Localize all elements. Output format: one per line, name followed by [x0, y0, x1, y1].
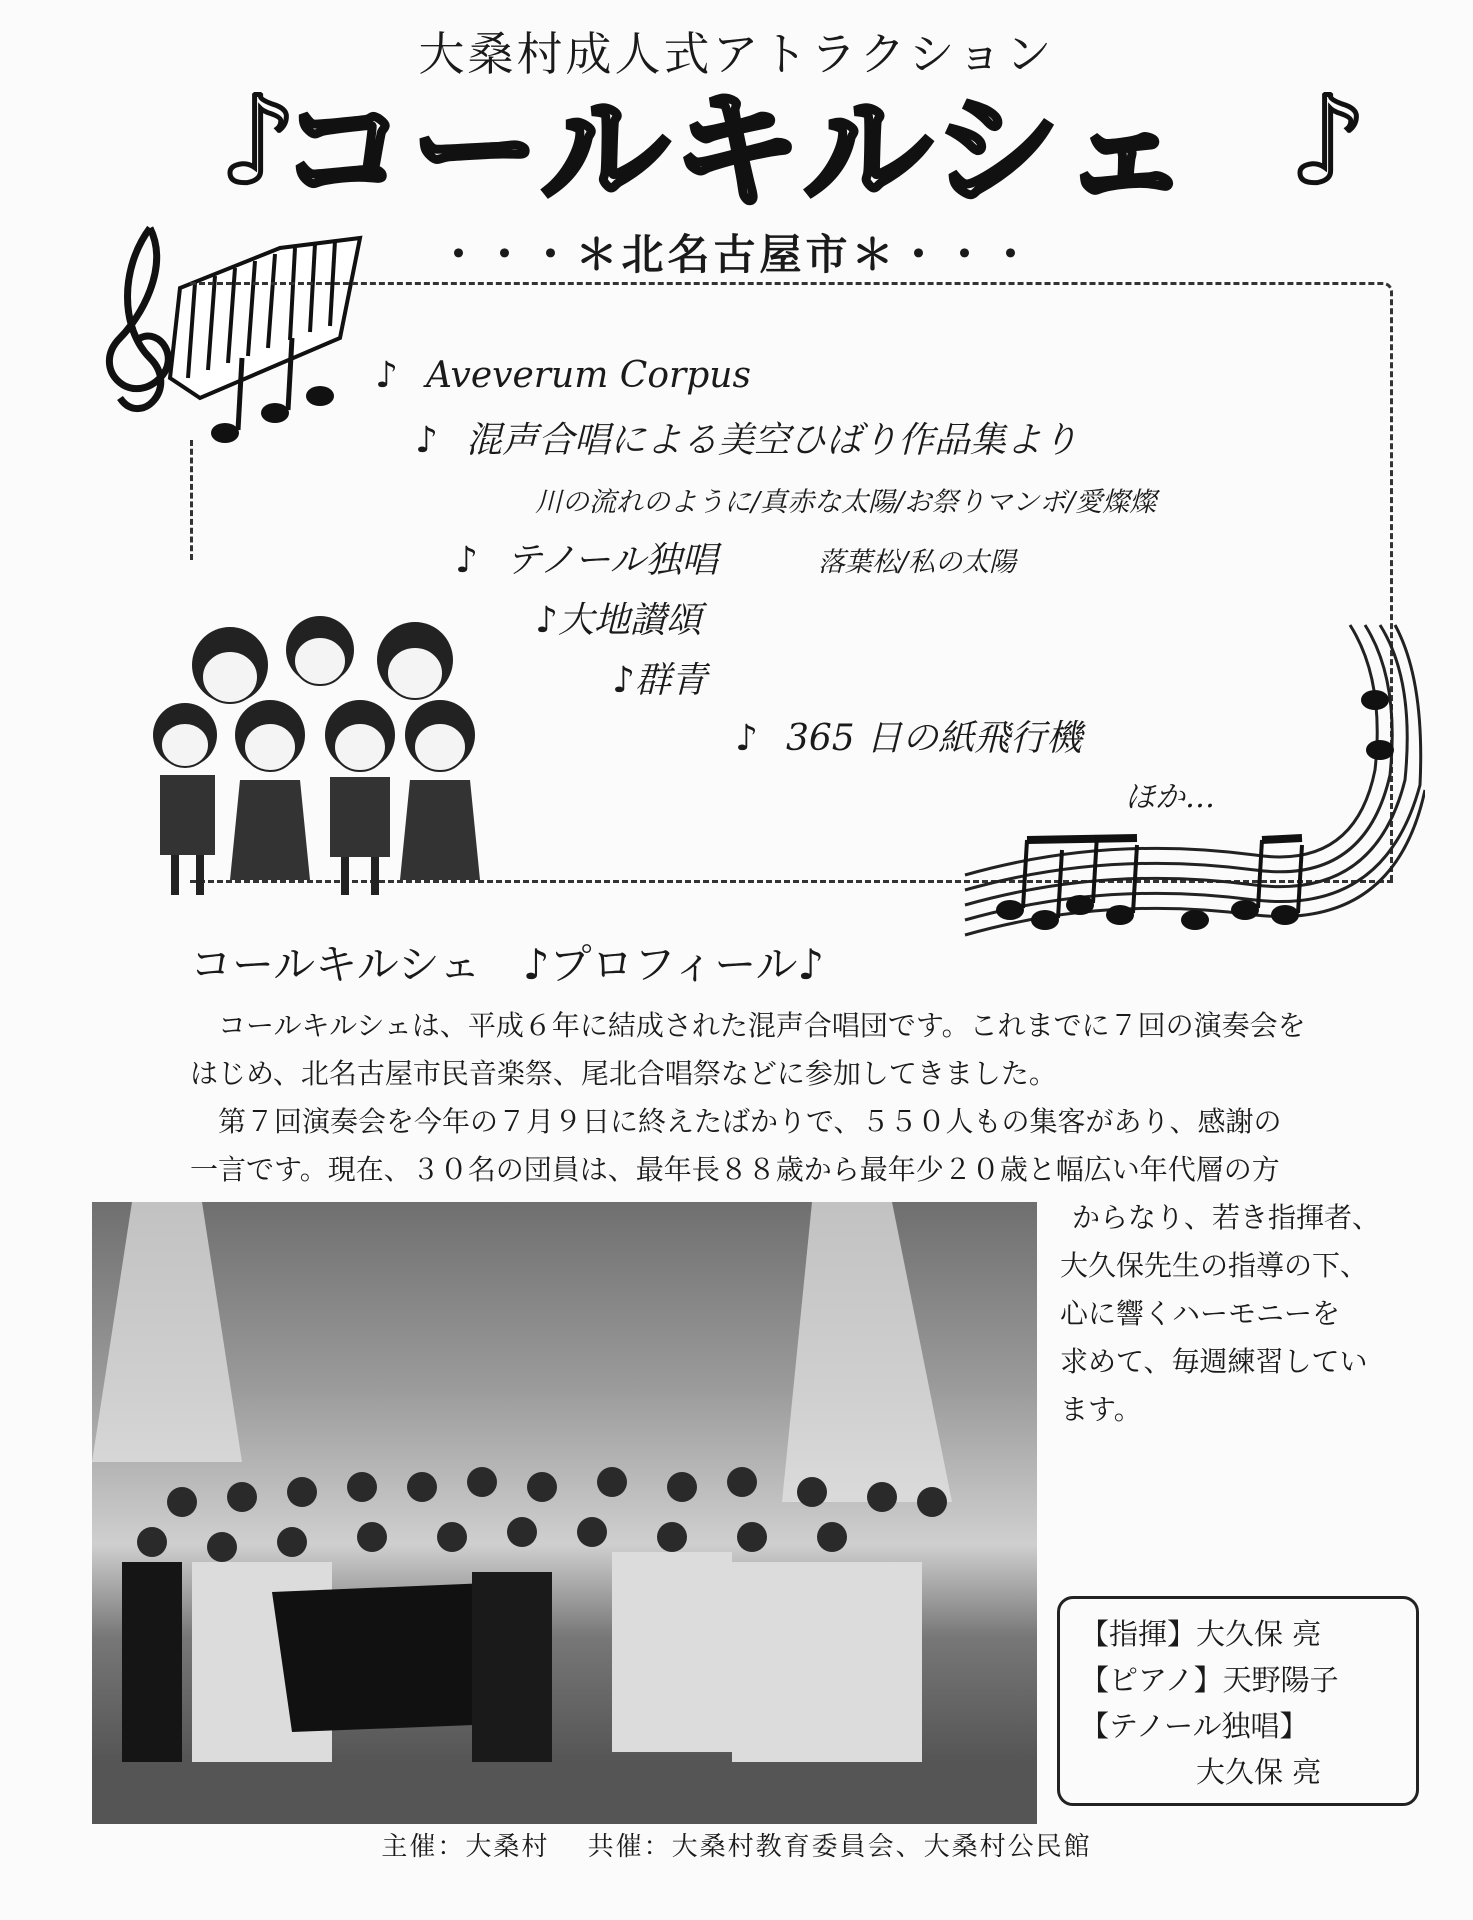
event-subtitle: 大桑村成人式アトラクション — [418, 27, 1055, 81]
music-note-icon: ♪ — [220, 72, 297, 211]
choir-illustration — [140, 585, 500, 905]
program-item-etc: ほか… — [1125, 780, 1215, 815]
program-item-detail: 落葉松/私の太陽 — [818, 547, 1017, 578]
music-note-icon: ♪ — [735, 718, 758, 759]
music-note-icon: ♪ — [455, 540, 478, 581]
choir-photo — [92, 1202, 1037, 1824]
profile-text-line: コールキルシェは、平成６年に結成された混声合唱団です。これまでに７回の演奏会を — [190, 1009, 1306, 1042]
credit-line: 【テノール独唱】 — [1080, 1709, 1309, 1743]
music-note-icon: ♪ — [415, 420, 438, 461]
credit-line: 【ピアノ】天野陽子 — [1080, 1663, 1339, 1697]
profile-text-line: 大久保先生の指導の下、 — [1060, 1249, 1369, 1282]
credit-line: 大久保 亮 — [1080, 1755, 1322, 1789]
program-item: ♪群青 — [612, 660, 707, 701]
profile-text-line: 第７回演奏会を今年の７月９日に終えたばかりで、５５０人もの集客があり、感謝の — [190, 1105, 1282, 1138]
credit-line: 【指揮】大久保 亮 — [1080, 1617, 1322, 1651]
profile-text-line: 求めて、毎週練習してい — [1060, 1345, 1368, 1378]
music-staff-illustration — [955, 620, 1425, 980]
footer-organizers: 主催：大桑村 共催：大桑村教育委員会、大桑村公民館 — [381, 1832, 1092, 1862]
program-box-left-border — [190, 440, 193, 560]
program-item: ♪ 混声合唱による美空ひばり作品集より — [415, 420, 1078, 461]
profile-heading: コールキルシェ ♪プロフィール♪ — [190, 940, 825, 989]
music-note-icon: ♪ — [375, 355, 398, 396]
program-item: ♪ 365 日の紙飛行機 — [735, 718, 1083, 759]
page-title: コールキルシェ — [279, 77, 1194, 226]
profile-text-line: ます。 — [1060, 1393, 1142, 1426]
program-item: ♪ Aveverum Corpus — [375, 355, 751, 396]
choir-photo-graphic — [92, 1202, 1037, 1824]
profile-text-line: 一言です。現在、３０名の団員は、最年長８８歳から最年少２０歳と幅広い年代層の方 — [190, 1153, 1280, 1186]
profile-text-line: はじめ、北名古屋市民音楽祭、尾北合唱祭などに参加してきました。 — [190, 1057, 1057, 1090]
program-item-detail: 川の流れのように/真赤な太陽/お祭りマンボ/愛燦燦 — [535, 487, 1157, 518]
profile-text-line: 心に響くハーモニーを — [1060, 1297, 1341, 1330]
city-label: ・・・＊北名古屋市＊・・・ — [437, 230, 1036, 279]
credits-box — [1057, 1596, 1419, 1806]
music-note-icon: ♪ — [1290, 72, 1367, 211]
program-item: ♪ テノール独唱 — [455, 540, 718, 581]
profile-text-line: からなり、若き指揮者、 — [1072, 1201, 1381, 1234]
program-item: ♪大地讃頌 — [535, 600, 702, 641]
